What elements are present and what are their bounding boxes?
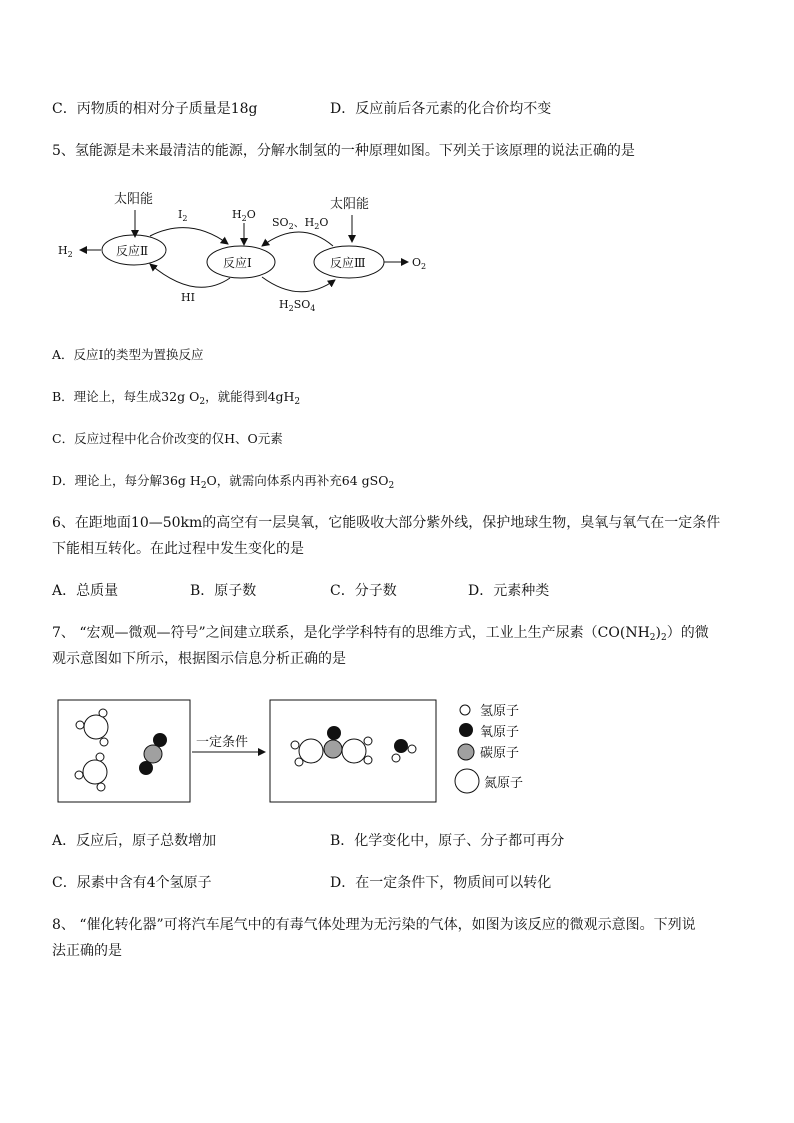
ammonia-molecule bbox=[75, 753, 107, 791]
reactants-box bbox=[58, 700, 190, 802]
q8-stem-line-1: 8、 “催化转化器”可将汽车尾气中的有毒气体处理为无污染的气体，如图为该反应的微观示意图。下列说 bbox=[52, 917, 696, 933]
ammonia-molecule bbox=[76, 709, 108, 746]
q4-option-d: D．反应前后各元素的化合价均不变 bbox=[330, 101, 552, 117]
oxygen-atom-icon bbox=[459, 723, 473, 737]
hi-label: HI bbox=[181, 291, 195, 304]
q7-urea-microscopic-diagram bbox=[0, 690, 794, 810]
h2so4-label: $H_2SO_4$ bbox=[279, 298, 316, 313]
atom-legend bbox=[455, 704, 523, 793]
condition-label: 一定条件 bbox=[196, 735, 249, 750]
q7-option-a: A．反应后，原子总数增加 bbox=[52, 833, 217, 849]
o2-label: $O_2$ bbox=[412, 256, 427, 271]
carbon-atom-icon bbox=[458, 744, 474, 760]
hydrogen-atom-icon bbox=[460, 705, 470, 715]
so2-h2o-label: $SO_2$、$H_2O$ bbox=[272, 216, 329, 231]
water-molecule bbox=[392, 739, 416, 762]
h2so4-arrow bbox=[262, 277, 335, 292]
solar-energy-label-right: 太阳能 bbox=[330, 197, 370, 212]
q6-option-d: D．元素种类 bbox=[468, 583, 550, 599]
h2o-label: $H_2O$ bbox=[232, 208, 256, 223]
reaction-1-label: 反应Ⅰ bbox=[223, 256, 252, 270]
q5-option-a: A．反应Ⅰ的类型为置换反应 bbox=[52, 347, 204, 362]
reaction-2-label: 反应Ⅱ bbox=[116, 244, 149, 258]
legend-carbon: 碳原子 bbox=[480, 746, 520, 761]
legend-nitrogen: 氮原子 bbox=[484, 776, 524, 791]
q7-option-c: C．尿素中含有4个氢原子 bbox=[52, 875, 212, 891]
q8-stem-line-2: 法正确的是 bbox=[52, 943, 122, 959]
q5-option-c: C．反应过程中化合价改变的仅H、O元素 bbox=[52, 431, 283, 446]
q7-option-d: D．在一定条件下，物质间可以转化 bbox=[330, 875, 552, 891]
reaction-3-label: 反应Ⅲ bbox=[330, 256, 366, 270]
i2-label: $I_2$ bbox=[178, 208, 188, 223]
solar-energy-label-left: 太阳能 bbox=[114, 192, 154, 207]
q4-option-c: C．丙物质的相对分子质量是18g bbox=[52, 101, 258, 117]
q6-option-b: B．原子数 bbox=[190, 583, 257, 599]
q5-reaction-cycle-diagram bbox=[0, 180, 794, 330]
legend-oxygen: 氧原子 bbox=[480, 725, 520, 740]
h2-label: $H_2$ bbox=[58, 244, 73, 259]
q5-stem: 5、氢能源是未来最清洁的能源，分解水制氢的一种原理如图。下列关于该原理的说法正确的是 bbox=[52, 143, 635, 159]
q6-stem-line-1: 6、在距地面10—50km的高空有一层臭氧，它能吸收大部分紫外线，保护地球生物，臭氧与氧气在一定条件 bbox=[52, 515, 721, 531]
q7-stem-line-1: 7、 “宏观—微观—符号”之间建立联系，是化学学科特有的思维方式，工业上生产尿素$(CO(NH_2)_2)$的微 bbox=[52, 625, 709, 643]
q5-option-b: B．理论上，每生成32g $O_2$，就能得到$4gH_2$ bbox=[52, 389, 301, 407]
i2-arrow bbox=[150, 228, 228, 244]
q6-option-a: A．总质量 bbox=[52, 583, 119, 599]
carbon-dioxide-molecule bbox=[139, 733, 167, 775]
q6-option-c: C．分子数 bbox=[330, 583, 397, 599]
legend-hydrogen: 氢原子 bbox=[480, 704, 520, 719]
q7-option-b: B．化学变化中，原子、分子都可再分 bbox=[330, 833, 565, 849]
q5-option-d: D．理论上，每分解36g $H_2O$，就需向体系内再补充64 gSO$_2$ bbox=[52, 473, 395, 491]
urea-molecule bbox=[291, 726, 372, 766]
so2-h2o-arrow bbox=[262, 232, 333, 246]
nitrogen-atom-icon bbox=[455, 769, 479, 793]
q7-stem-line-2: 观示意图如下所示，根据图示信息分析正确的是 bbox=[52, 651, 346, 667]
q6-stem-line-2: 下能相互转化。在此过程中发生变化的是 bbox=[52, 541, 304, 557]
hi-arrow bbox=[150, 264, 230, 287]
